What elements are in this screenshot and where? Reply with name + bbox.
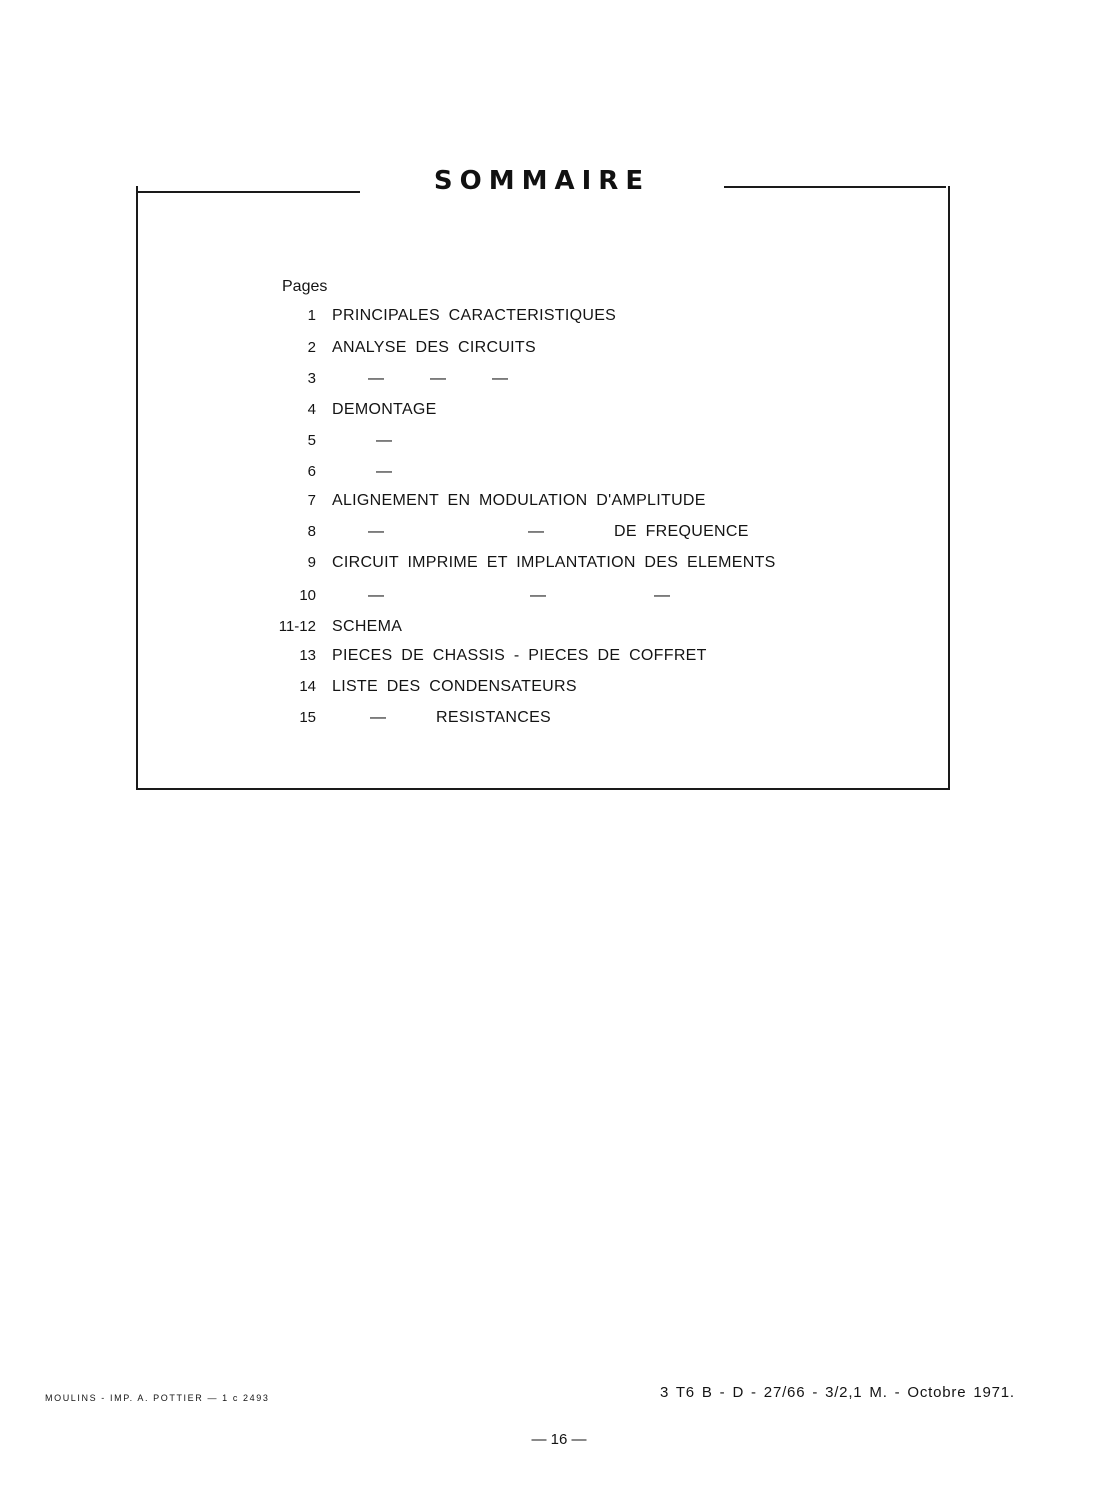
toc-page-number: 1 [307, 307, 316, 324]
toc-page-number: 9 [307, 554, 316, 571]
ditto-dash: — [368, 587, 384, 604]
document-reference: 3 T6 B - D - 27/66 - 3/2,1 M. - Octobre 1971. [660, 1384, 1015, 1401]
toc-entry-text: PRINCIPALES CARACTERISTIQUES [332, 307, 617, 324]
toc-entry-text: DE FREQUENCE [614, 523, 749, 540]
ditto-dash: — [376, 432, 392, 449]
frame-top-right-line [724, 186, 946, 188]
toc-page-number: 14 [299, 678, 316, 695]
toc-page-number: 15 [299, 709, 316, 726]
ditto-dash: — [370, 709, 386, 726]
toc-entry-text: CIRCUIT IMPRIME ET IMPLANTATION DES ELEMENTS [332, 554, 776, 571]
ditto-dash: — [654, 587, 670, 604]
toc-entry-text: PIECES DE CHASSIS - PIECES DE COFFRET [332, 647, 707, 664]
toc-entry-text: ALIGNEMENT EN MODULATION D'AMPLITUDE [332, 492, 706, 509]
ditto-dash: — [430, 370, 446, 387]
ditto-dash: — [528, 523, 544, 540]
ditto-dash: — [376, 463, 392, 480]
pages-column-label: Pages [282, 278, 328, 295]
frame-top-left-line [136, 191, 360, 193]
toc-entry-text: DEMONTAGE [332, 401, 437, 418]
toc-entry-text: SCHEMA [332, 618, 403, 635]
toc-page-number: 4 [307, 401, 316, 418]
toc-page-number: 3 [307, 370, 316, 387]
toc-page-number: 6 [307, 463, 316, 480]
printer-note: MOULINS - IMP. A. POTTIER — 1 c 2493 [45, 1393, 270, 1403]
toc-entry-text: RESISTANCES [436, 709, 552, 726]
ditto-dash: — [492, 370, 508, 387]
toc-page-number: 8 [307, 523, 316, 540]
toc-page-number: 11-12 [278, 618, 316, 635]
page-number [0, 1431, 1118, 1448]
toc-page-number: 2 [307, 339, 316, 356]
ditto-dash: — [368, 370, 384, 387]
frame-box [136, 186, 950, 790]
ditto-dash: — [368, 523, 384, 540]
page-title: SOMMAIRE [433, 166, 651, 196]
toc-entry-text: LISTE DES CONDENSATEURS [332, 678, 577, 695]
toc-page-number: 7 [307, 492, 316, 509]
ditto-dash: — [530, 587, 546, 604]
toc-page-number: 5 [307, 432, 316, 449]
toc-page-number: 13 [299, 647, 316, 664]
page-number-text: — 16 — [531, 1431, 587, 1448]
toc-page-number: 10 [299, 587, 316, 604]
toc-entry-text: ANALYSE DES CIRCUITS [332, 339, 536, 356]
